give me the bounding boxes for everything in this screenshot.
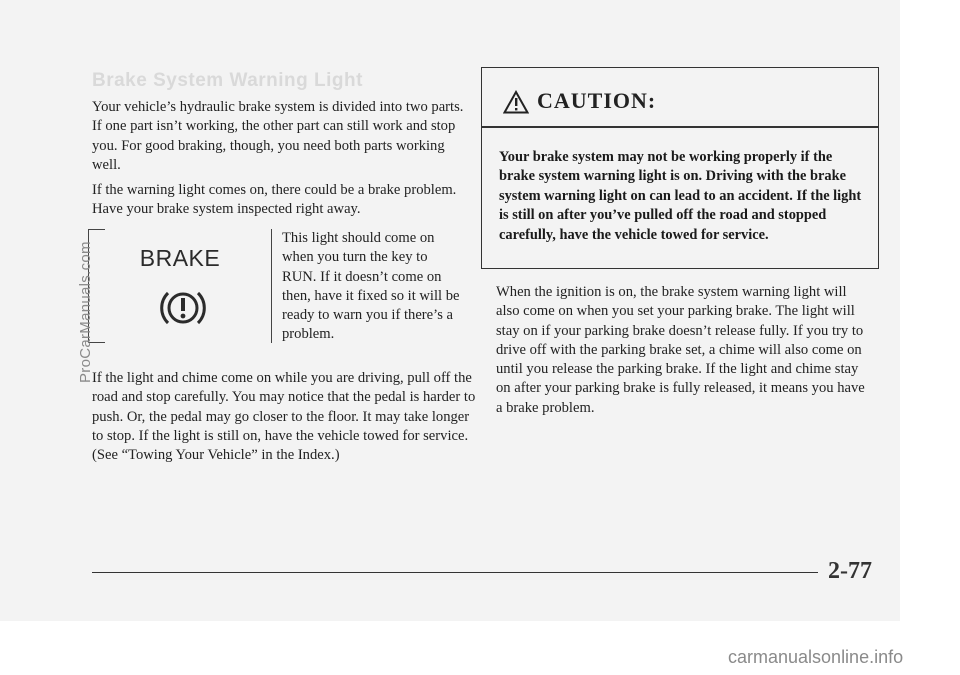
section-title: Brake System Warning Light <box>92 70 363 91</box>
watermark-left: ProCarManuals.com <box>77 241 94 383</box>
parking-brake-paragraph: When the ignition is on, the brake system warning light will also come on when you set your parking brake. The light will stay on if your parking brake doesn’t release fully. If you try to drive off with the parking brake set, a chime will also come on until you release the parking brake. If the light and chime stay on after your parking brake is fully released, it means you have a brake problem. <box>496 284 865 416</box>
caution-header <box>482 68 878 128</box>
brake-indicator-label: BRAKE <box>139 245 221 271</box>
warning-paragraph: If the warning light comes on, there could be a brake problem. Have your brake system inspected right away. <box>92 182 457 218</box>
caution-title: CAUTION: <box>537 88 657 113</box>
watermark-bottom: carmanualsonline.info <box>728 647 904 667</box>
brake-indicator-illustration <box>88 229 272 343</box>
caution-text: Your brake system may not be working properly if the brake system warning light is on. Driving with the brake system warning light on can lead to an accident. If the light is still on after you’ve pulled off the road and stopped carefully, have the vehicle towed for service. <box>499 149 862 243</box>
brake-warning-icon <box>156 281 210 335</box>
driving-paragraph: If the light and chime come on while you are driving, pull off the road and stop carefully. You may notice that the pedal is harder to push. Or, the pedal may go closer to the floor. It may take longer to stop. If the light is still on, have the vehicle towed for service. (See “Towing Your Vehicle” in the Index.) <box>92 370 476 464</box>
page-number: 2-77 <box>828 558 872 584</box>
footer-rule <box>92 572 818 573</box>
warning-triangle-icon <box>503 90 529 114</box>
intro-paragraph: Your vehicle’s hydraulic brake system is divided into two parts. If one part isn’t working, the other part can still work and stop you. For good braking, though, you need both parts working well. <box>92 99 464 173</box>
light-description: This light should come on when you turn the key to RUN. If it doesn’t come on then, have it fixed so it will be ready to warn you if there’s a problem. <box>282 230 460 343</box>
caution-box <box>481 67 879 269</box>
